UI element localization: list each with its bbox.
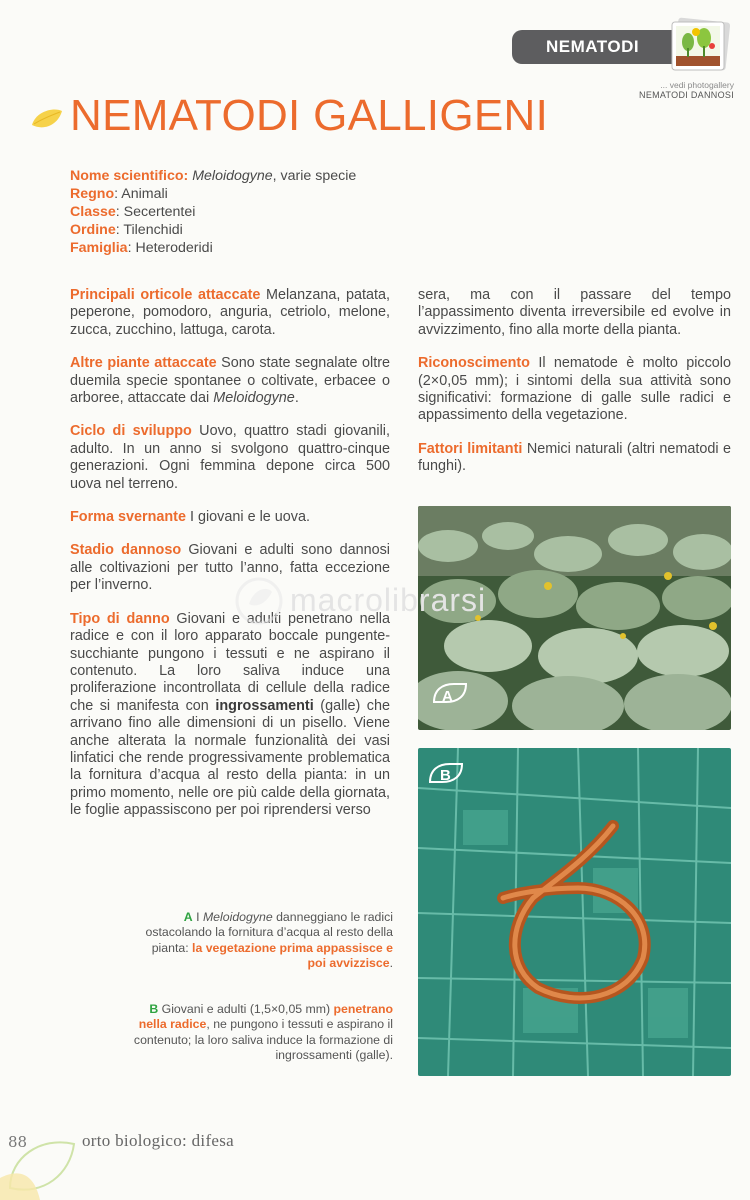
section-text: I giovani e le uova. xyxy=(185,509,310,526)
scientific-genus: Meloidogyne xyxy=(192,168,273,184)
section-text: Giovani e adulti penetrano nella radice e con il loro apparato boccale pungente-succhiante pungono i tessuti e ne aspirano il contenuto. La loro saliva induce una proliferazione incontrollata di cellule della radice che si manifesta con xyxy=(70,610,390,714)
footer-book-title: orto biologico: difesa xyxy=(82,1131,235,1150)
photo-a-label: A xyxy=(442,688,453,705)
section-riconoscimento xyxy=(418,355,731,425)
section-tipo-danno xyxy=(70,611,390,820)
caption-text: danneggiano le radici ostacolando la fornitura d’acqua al resto della pianta: xyxy=(145,910,393,955)
section-heading: Ciclo di sviluppo xyxy=(70,423,192,440)
section-heading: Altre piante attaccate xyxy=(70,355,217,372)
taxonomy-row-famiglia xyxy=(70,239,356,257)
section-text: Nemici naturali (altri nematodi e funghi). xyxy=(418,440,731,475)
taxonomy-row-scientific xyxy=(70,167,356,185)
page-number: 88 xyxy=(8,1133,28,1151)
caption-text: I xyxy=(192,910,203,924)
photo-b-label: B xyxy=(440,767,451,784)
famiglia-value: : Heteroderidi xyxy=(127,240,213,256)
classe-label: Classe xyxy=(70,204,116,220)
section-ciclo xyxy=(70,423,390,493)
right-column xyxy=(418,287,731,492)
regno-label: Regno xyxy=(70,186,115,202)
page-title: NEMATODI GALLIGENI xyxy=(70,91,549,140)
caption-text: , ne pungono i tessuti e aspirano il contenuto; la loro saliva induce la formazione di ingrossamenti (galle). xyxy=(133,1017,393,1063)
scientific-rest: , varie specie xyxy=(272,168,357,184)
section-text: sera, ma con il passare del tempo l’appassimento diventa irreversibile ed evolve in avvizzimento, fino alla morte della pianta. xyxy=(418,287,731,338)
section-text-cont: (galle) che arrivano fino alle dimensioni di un pisello. Viene anche alterata la normale funzionalità dei vasi linfatici che rende progressivamente problematica la fornitura d’acqua al resto della pianta: in un primo momento, nelle ore più calde della giornata, le foglie appassiscono per poi riprendersi verso xyxy=(70,697,391,819)
caption-b xyxy=(133,1002,393,1064)
photogallery-hint: ... vedi photogallery xyxy=(660,80,734,90)
photo-b-nematode-micrograph xyxy=(418,748,731,1076)
caption-highlight: penetrano nella radice xyxy=(138,1002,393,1032)
section-forma-svernante xyxy=(70,509,390,526)
watermark-text: macrolibrarsi xyxy=(290,582,487,618)
section-text-end: . xyxy=(294,390,299,407)
caption-letter: A xyxy=(183,910,193,924)
scientific-name-label: Nome scientifico: xyxy=(70,168,189,184)
caption-letter: B xyxy=(149,1002,159,1016)
taxonomy-row-classe xyxy=(70,203,356,221)
classe-value: : Secertentei xyxy=(115,204,196,220)
section-orticole xyxy=(70,287,390,339)
section-heading: Forma svernante xyxy=(70,509,186,526)
garden-thumbnail-icon xyxy=(668,16,732,74)
footer-leaf-icon xyxy=(0,1118,80,1200)
section-tipo-danno-continued xyxy=(418,287,731,339)
section-text: Melanzana, patata, peperone, pomodoro, anguria, cetriolo, melone, zucca, zucchino, lattuga, carota. xyxy=(70,287,390,338)
section-heading: Tipo di danno xyxy=(70,610,170,627)
section-text: Giovani e adulti sono dannosi alle coltivazioni per tutto l’anno, fatta eccezione per l’inverno. xyxy=(70,542,390,594)
section-heading: Principali orticole attaccate xyxy=(70,287,261,303)
caption-text: Giovani e adulti (1,5×0,05 mm) xyxy=(158,1002,334,1016)
taxonomy-block xyxy=(70,167,356,257)
section-text: Uovo, quattro stadi giovanili, adulto. In un anno si svolgono quattro-cinque generazioni. Ogni femmina depone circa 500 uova nel terreno. xyxy=(70,423,390,492)
section-altre-piante xyxy=(70,355,390,407)
taxonomy-row-ordine xyxy=(70,221,356,239)
caption-text-end: . xyxy=(389,956,393,971)
genus-name: Meloidogyne xyxy=(202,910,273,924)
highlight-term: ingrossamenti xyxy=(215,697,314,714)
famiglia-label: Famiglia xyxy=(70,240,128,256)
regno-value: : Animali xyxy=(114,186,168,202)
section-heading: Stadio dannoso xyxy=(70,542,182,559)
section-text: Il nematode è molto piccolo (2×0,05 mm); i sintomi della sua attività sono significativi: formazione di galle sulle radici e appassimento della vegetazione. xyxy=(418,355,731,424)
section-heading: Fattori limitanti xyxy=(418,440,523,457)
section-text: Sono state segnalate oltre duemila specie spontanee o coltivate, erbacee o arboree, attaccate dai xyxy=(70,355,390,407)
ordine-label: Ordine xyxy=(70,222,116,238)
section-fattori-limitanti xyxy=(418,441,731,476)
section-tab xyxy=(512,30,687,64)
photogallery-link[interactable]: NEMATODI DANNOSI xyxy=(639,90,734,100)
caption-highlight: la vegetazione prima appassisce e poi avvizzisce xyxy=(192,940,393,971)
taxonomy-row-regno xyxy=(70,185,356,203)
section-label: NEMATODI xyxy=(546,37,640,56)
leaf-icon xyxy=(30,107,64,133)
section-heading: Riconoscimento xyxy=(418,355,530,372)
left-column xyxy=(70,287,390,836)
ordine-value: : Tilenchidi xyxy=(115,222,183,238)
genus-name: Meloidogyne xyxy=(213,390,295,407)
caption-a xyxy=(133,910,393,972)
